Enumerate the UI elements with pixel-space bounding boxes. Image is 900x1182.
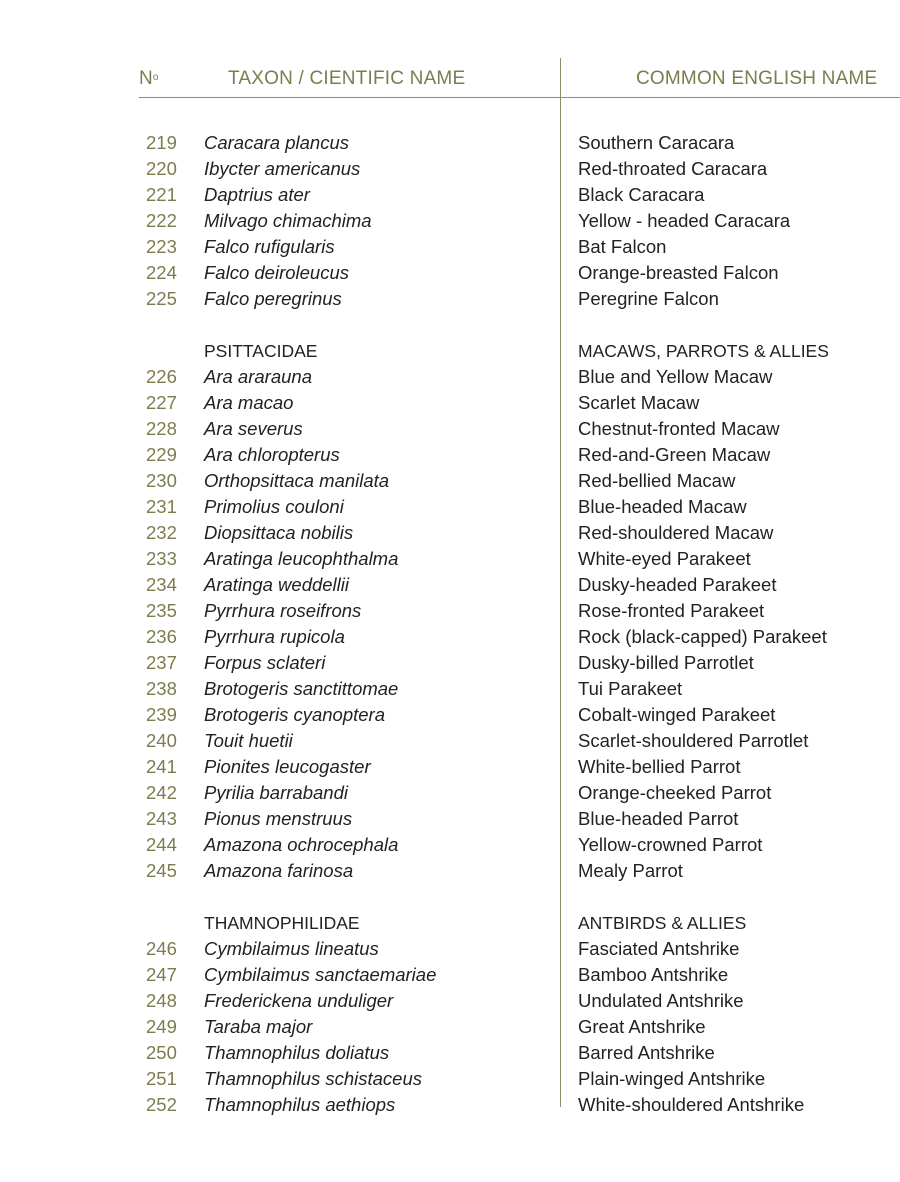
common-name: Red-bellied Macaw xyxy=(578,470,736,491)
species-number: 229 xyxy=(146,444,177,465)
scientific-name: Amazona ochrocephala xyxy=(204,834,399,855)
scientific-name: Pyrilia barrabandi xyxy=(204,782,348,803)
species-row xyxy=(0,208,900,234)
species-row xyxy=(0,754,900,780)
family-common-name: ANTBIRDS & ALLIES xyxy=(578,913,747,933)
common-name: Rock (black-capped) Parakeet xyxy=(578,626,827,647)
common-name: Rose-fronted Parakeet xyxy=(578,600,765,621)
scientific-name: Falco deiroleucus xyxy=(204,262,349,283)
species-row xyxy=(0,1014,900,1040)
scientific-name: Diopsittaca nobilis xyxy=(204,522,354,543)
header-divider xyxy=(139,97,900,98)
common-name: Bamboo Antshrike xyxy=(578,964,729,985)
common-name: Bat Falcon xyxy=(578,236,667,257)
scientific-name: Falco peregrinus xyxy=(204,288,342,309)
common-name: White-bellied Parrot xyxy=(578,756,741,777)
species-number: 251 xyxy=(146,1068,177,1089)
scientific-name: Thamnophilus doliatus xyxy=(204,1042,390,1063)
scientific-name: Ara ararauna xyxy=(204,366,312,387)
scientific-name: Orthopsittaca manilata xyxy=(204,470,390,491)
species-row xyxy=(0,520,900,546)
common-name: Barred Antshrike xyxy=(578,1042,715,1063)
species-row xyxy=(0,1092,900,1118)
species-row xyxy=(0,1066,900,1092)
common-name: Red-shouldered Macaw xyxy=(578,522,774,543)
species-row xyxy=(0,936,900,962)
common-name-column-header: COMMON ENGLISH NAME xyxy=(636,68,878,89)
species-number: 228 xyxy=(146,418,177,439)
scientific-name: Ara macao xyxy=(204,392,294,413)
common-name: Blue-headed Macaw xyxy=(578,496,747,517)
scientific-name: Ara chloropterus xyxy=(204,444,340,465)
common-name: Red-and-Green Macaw xyxy=(578,444,771,465)
species-row xyxy=(0,234,900,260)
scientific-name: Pyrrhura roseifrons xyxy=(204,600,362,621)
species-row xyxy=(0,364,900,390)
species-row xyxy=(0,988,900,1014)
taxon-column-header: TAXON / CIENTIFIC NAME xyxy=(228,68,466,89)
species-number: 219 xyxy=(146,132,177,153)
number-column-header xyxy=(139,68,159,90)
species-row xyxy=(0,286,900,312)
common-name: Cobalt-winged Parakeet xyxy=(578,704,776,725)
species-number: 246 xyxy=(146,938,177,959)
species-number: 237 xyxy=(146,652,177,673)
species-row xyxy=(0,676,900,702)
scientific-name: Cymbilaimus sanctaemariae xyxy=(204,964,437,985)
common-name: Plain-winged Antshrike xyxy=(578,1068,766,1089)
species-number: 240 xyxy=(146,730,177,751)
scientific-name: Amazona farinosa xyxy=(204,860,354,881)
common-name: Scarlet-shouldered Parrotlet xyxy=(578,730,809,751)
common-name: Blue-headed Parrot xyxy=(578,808,739,829)
species-row xyxy=(0,728,900,754)
species-row xyxy=(0,650,900,676)
common-name: Peregrine Falcon xyxy=(578,288,719,309)
species-number: 226 xyxy=(146,366,177,387)
species-row xyxy=(0,572,900,598)
common-name: Orange-breasted Falcon xyxy=(578,262,779,283)
common-name: Southern Caracara xyxy=(578,132,735,153)
species-row xyxy=(0,702,900,728)
species-number: 235 xyxy=(146,600,177,621)
species-row xyxy=(0,416,900,442)
common-name: Tui Parakeet xyxy=(578,678,683,699)
scientific-name: Milvago chimachima xyxy=(204,210,372,231)
scientific-name: Primolius couloni xyxy=(204,496,344,517)
scientific-name: Cymbilaimus lineatus xyxy=(204,938,379,959)
common-name: Red-throated Caracara xyxy=(578,158,768,179)
species-number: 234 xyxy=(146,574,177,595)
scientific-name: Brotogeris cyanoptera xyxy=(204,704,385,725)
common-name: Orange-cheeked Parrot xyxy=(578,782,772,803)
species-number: 243 xyxy=(146,808,177,829)
species-row xyxy=(0,780,900,806)
section-spacer xyxy=(0,312,900,338)
common-name: Dusky-headed Parakeet xyxy=(578,574,777,595)
scientific-name: Falco rufigularis xyxy=(204,236,335,257)
family-name: THAMNOPHILIDAE xyxy=(204,913,360,933)
species-number: 244 xyxy=(146,834,177,855)
species-number: 247 xyxy=(146,964,177,985)
species-number: 250 xyxy=(146,1042,177,1063)
common-name: White-eyed Parakeet xyxy=(578,548,751,569)
scientific-name: Ibycter americanus xyxy=(204,158,361,179)
species-row xyxy=(0,442,900,468)
species-row xyxy=(0,390,900,416)
species-number: 248 xyxy=(146,990,177,1011)
species-number: 242 xyxy=(146,782,177,803)
common-name: Great Antshrike xyxy=(578,1016,706,1037)
species-number: 225 xyxy=(146,288,177,309)
scientific-name: Taraba major xyxy=(204,1016,313,1037)
species-number: 222 xyxy=(146,210,177,231)
common-name: White-shouldered Antshrike xyxy=(578,1094,805,1115)
scientific-name: Ara severus xyxy=(204,418,303,439)
scientific-name: Touit huetii xyxy=(204,730,293,751)
species-row xyxy=(0,130,900,156)
species-number: 238 xyxy=(146,678,177,699)
common-name: Yellow-crowned Parrot xyxy=(578,834,763,855)
species-number: 245 xyxy=(146,860,177,881)
common-name: Yellow - headed Caracara xyxy=(578,210,791,231)
species-row xyxy=(0,806,900,832)
family-heading-row xyxy=(0,338,900,364)
species-row xyxy=(0,624,900,650)
species-number: 223 xyxy=(146,236,177,257)
species-number: 220 xyxy=(146,158,177,179)
scientific-name: Aratinga leucophthalma xyxy=(204,548,399,569)
species-row xyxy=(0,468,900,494)
species-row xyxy=(0,962,900,988)
scientific-name: Frederickena unduliger xyxy=(204,990,394,1011)
species-number: 249 xyxy=(146,1016,177,1037)
common-name: Chestnut-fronted Macaw xyxy=(578,418,780,439)
common-name: Mealy Parrot xyxy=(578,860,683,881)
species-number: 236 xyxy=(146,626,177,647)
common-name: Black Caracara xyxy=(578,184,705,205)
species-row xyxy=(0,832,900,858)
family-name: PSITTACIDAE xyxy=(204,341,318,361)
number-header-label: N xyxy=(139,68,153,89)
common-name: Blue and Yellow Macaw xyxy=(578,366,773,387)
species-row xyxy=(0,182,900,208)
species-list xyxy=(0,130,900,1118)
species-number: 233 xyxy=(146,548,177,569)
species-number: 221 xyxy=(146,184,177,205)
number-header-superscript: o xyxy=(152,72,159,83)
species-number: 239 xyxy=(146,704,177,725)
table-header xyxy=(0,0,900,99)
species-number: 227 xyxy=(146,392,177,413)
scientific-name: Pionus menstruus xyxy=(204,808,353,829)
family-common-name: MACAWS, PARROTS & ALLIES xyxy=(578,341,829,361)
species-number: 241 xyxy=(146,756,177,777)
common-name: Fasciated Antshrike xyxy=(578,938,740,959)
scientific-name: Pyrrhura rupicola xyxy=(204,626,345,647)
section-spacer xyxy=(0,884,900,910)
species-number: 252 xyxy=(146,1094,177,1115)
species-number: 224 xyxy=(146,262,177,283)
family-heading-row xyxy=(0,910,900,936)
scientific-name: Aratinga weddellii xyxy=(204,574,350,595)
scientific-name: Pionites leucogaster xyxy=(204,756,371,777)
scientific-name: Forpus sclateri xyxy=(204,652,326,673)
species-row xyxy=(0,1040,900,1066)
species-row xyxy=(0,156,900,182)
species-row xyxy=(0,858,900,884)
species-number: 231 xyxy=(146,496,177,517)
common-name: Dusky-billed Parrotlet xyxy=(578,652,754,673)
species-number: 232 xyxy=(146,522,177,543)
species-row xyxy=(0,260,900,286)
species-row xyxy=(0,494,900,520)
species-row xyxy=(0,598,900,624)
scientific-name: Caracara plancus xyxy=(204,132,349,153)
scientific-name: Thamnophilus aethiops xyxy=(204,1094,396,1115)
common-name: Undulated Antshrike xyxy=(578,990,744,1011)
species-row xyxy=(0,546,900,572)
scientific-name: Brotogeris sanctittomae xyxy=(204,678,399,699)
scientific-name: Daptrius ater xyxy=(204,184,310,205)
scientific-name: Thamnophilus schistaceus xyxy=(204,1068,422,1089)
species-number: 230 xyxy=(146,470,177,491)
common-name: Scarlet Macaw xyxy=(578,392,700,413)
